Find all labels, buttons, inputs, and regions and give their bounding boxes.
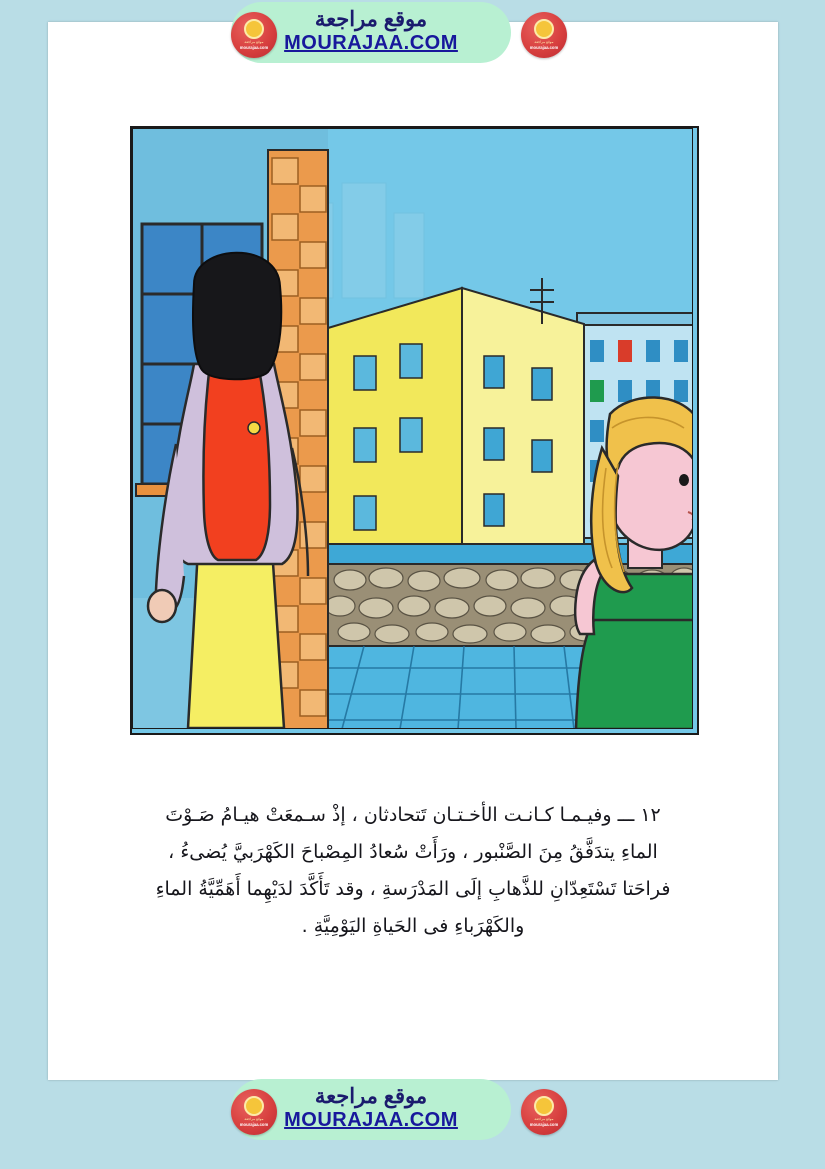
badge-domain-text: mourajaa.com [239,1122,269,1128]
badge-ring-icon [534,19,554,39]
lesson-text [148,797,678,945]
badge-ring-icon [534,1096,554,1116]
badge-ring-icon [244,19,264,39]
lesson-text-line-4: والكَهْرَباءِ فى الحَياةِ اليَوْمِيَّةِ . [301,915,525,937]
badge-arabic-text: موقع مراجعة [534,1117,554,1122]
watermark-badge-left-icon [231,1089,277,1135]
lesson-text-line-1: ١٢ ـــ وفيـمـا كـانـت الأخـتـان تَتحادثان ، إذْ سـمعَتْ هيـامُ صَـوْتَ [165,804,661,826]
watermark-domain-label: MOURAJAA.COM [284,1109,458,1132]
badge-domain-text: mourajaa.com [529,1122,559,1128]
badge-arabic-text: موقع مراجعة [244,1117,264,1122]
watermark-badge-right-icon [521,1089,567,1135]
badge-domain-text: mourajaa.com [239,45,269,51]
watermark-arabic-label: موقع مراجعة [314,8,428,31]
watermark-top[interactable] [231,2,559,63]
lesson-text-line-2: الماءِ يتدَفَّقُ مِنَ الصَّنْبور ، ورَأَتْ سُعادُ المِصْباحَ الكَهْرَبيَّ يُضىءُ ، [168,841,658,863]
watermark-domain-label: MOURAJAA.COM [284,32,458,55]
watermark-badge-right-icon [521,12,567,58]
watermark-bottom[interactable] [231,1079,559,1140]
watermark-arabic-label: موقع مراجعة [314,1085,428,1108]
lesson-text-line-3: فراحَتا تَسْتَعِدّانِ للذَّهابِ إلَى المَدْرَسةِ ، وقد تَأَكَّدَ لدَيْهِما أَهَمِّيَّةُ الماءِ [155,878,671,900]
badge-ring-icon [244,1096,264,1116]
lesson-illustration [130,126,699,735]
badge-arabic-text: موقع مراجعة [244,40,264,45]
watermark-badge-left-icon [231,12,277,58]
page-sheet [48,22,778,1080]
badge-domain-text: mourajaa.com [529,45,559,51]
badge-arabic-text: موقع مراجعة [534,40,554,45]
